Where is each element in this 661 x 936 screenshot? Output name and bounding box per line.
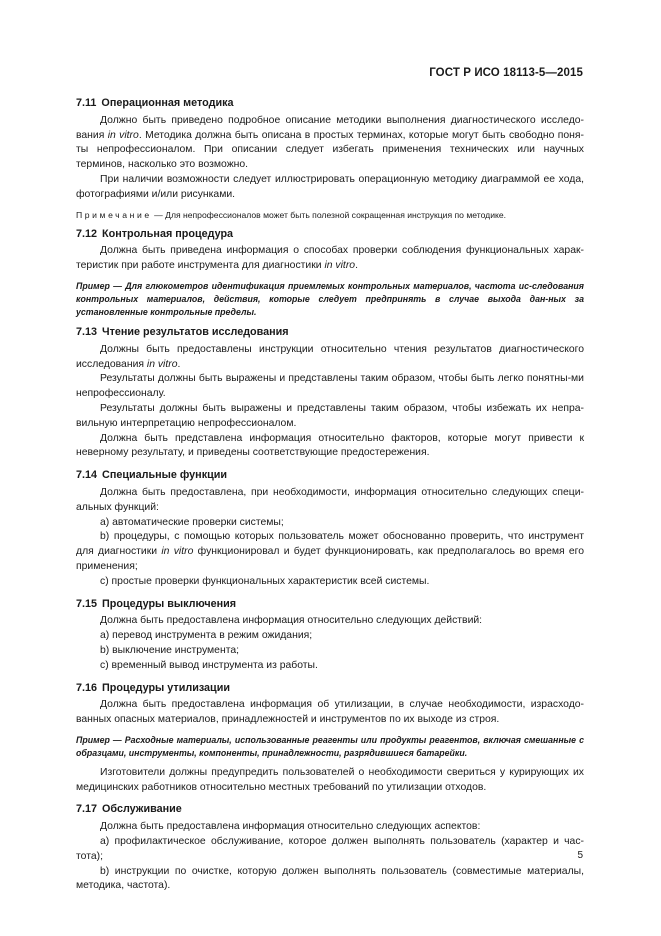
section-title: Чтение результатов исследования: [102, 325, 289, 338]
text: .: [177, 358, 181, 370]
note: [76, 209, 584, 221]
paragraph: [76, 114, 584, 173]
section-title: Обслуживание: [102, 803, 182, 816]
text: Должны быть предоставлены инструкции относительно чтения результатов диагностического исследования: [76, 343, 584, 370]
section-heading-7-13: [76, 325, 584, 340]
paragraph: При наличии возможности следует иллюстрировать операционную методику диаграммой ее хода, фотографиями и/или рисунками.: [76, 173, 584, 200]
document-body: [76, 93, 584, 894]
paragraph: Должна быть предоставлена информация относительно следующих действий:: [100, 615, 483, 627]
paragraph: Должна быть предоставлена информация об утилизации, в случае необходимости, израсходо-ванных опасных материалов, принадлежностей и инструментов по их выходе из строя.: [76, 699, 584, 726]
list-item: c) простые проверки функциональных характеристик всей системы.: [100, 575, 430, 587]
section-title: Операционная методика: [101, 97, 234, 109]
paragraph: Должна быть представлена информация относительно факторов, которые могут привести к неверному результату, и приведены соответствующие предостережения.: [76, 432, 584, 459]
section-title: Процедуры утилизации: [102, 681, 230, 694]
paragraph: Должна быть предоставлена информация относительно следующих аспектов:: [100, 821, 481, 833]
text: .: [355, 260, 358, 272]
document-id-header: ГОСТ Р ИСО 18113-5—2015: [429, 67, 583, 79]
section-heading-7-16: [76, 681, 584, 696]
section-title: Специальные функции: [102, 469, 228, 482]
section-title: Процедуры выключения: [102, 597, 237, 610]
example-text: Расходные материалы, использованные реагенты или продукты реагентов, включая смешанные с образцами, инструменты, компоненты, принадлежности, разрядившиеся батарейки.: [76, 734, 585, 758]
paragraph: Результаты должны быть выражены и представлены таким образом, чтобы избежать их непра-вильную интерпретацию непрофессионалом.: [76, 402, 584, 429]
example-label: Пример —: [76, 280, 122, 291]
italic-text: in vitro: [107, 129, 139, 141]
text: b) процедуры, с помощью которых пользователь может обоснованно проверить, что инструмент для диагностики: [76, 531, 584, 558]
italic-text: in vitro: [324, 260, 356, 272]
paragraph: [76, 244, 584, 274]
list-item: [76, 530, 584, 574]
example-text: Для глюкометров идентификация приемлемых контрольных материалов, частота ис-следования контрольных материалов, действия, которые следует предпринять в случае выхода дан-ных за установленные контрольные пределы.: [76, 280, 584, 317]
list-item: a) профилактическое обслуживание, которое должен выполнять пользователь (характер и час-тота);: [76, 836, 584, 862]
section-heading-7-15: [76, 597, 584, 612]
section-number: 7.17: [76, 803, 98, 816]
section-number: 7.11: [76, 97, 97, 109]
section-title: Контрольная процедура: [102, 227, 234, 240]
example: [76, 280, 584, 319]
list-item: b) инструкции по очистке, которую должен выполнять пользователь (совместимые материалы, методика, частота).: [76, 865, 584, 892]
note-label: Примечание: [76, 209, 152, 220]
paragraph: Изготовители должны предупредить пользователей о необходимости свериться у курирующих их медицинских работников относительно местных требований по утилизации отходов.: [76, 766, 584, 793]
paragraph: [76, 343, 584, 373]
section-number: 7.16: [76, 681, 98, 694]
section-number: 7.13: [76, 325, 98, 338]
section-heading-7-11: [76, 96, 584, 111]
italic-text: in vitro: [161, 546, 194, 558]
section-heading-7-12: [76, 227, 584, 242]
text: Должно быть приведено подробное описание методики выполнения диагностического исследо-вания: [76, 114, 584, 141]
list-item: b) выключение инструмента;: [100, 644, 240, 656]
note-text: — Для непрофессионалов может быть полезной сокращенная инструкция по методике.: [151, 209, 507, 220]
text: Должна быть приведена информация о способах проверки соблюдения функциональных харак-теристик при работе инструмента для диагностики: [76, 245, 584, 272]
section-number: 7.15: [76, 597, 98, 610]
list-item: a) перевод инструмента в режим ожидания;: [100, 630, 313, 642]
italic-text: in vitro: [146, 358, 178, 370]
list-item: a) автоматические проверки системы;: [100, 516, 284, 528]
list-item: c) временный вывод инструмента из работы.: [100, 659, 318, 671]
text: функционировал и будет функционировать, как предполагалось во время его применения;: [76, 546, 585, 572]
section-heading-7-17: [76, 802, 584, 817]
section-number: 7.12: [76, 227, 98, 240]
text: . Методика должна быть описана в простых терминах, которые могут быть свободно поня-ты непрофессионалом. При описании следует избегать применения технических или научных терминов, насколько это возможно.: [76, 129, 584, 171]
section-number: 7.14: [76, 469, 98, 482]
paragraph: Должна быть предоставлена, при необходимости, информация относительно следующих специ-альных функций:: [76, 486, 584, 513]
paragraph: Результаты должны быть выражены и представлены таким образом, чтобы быть легко понятны-ми непрофессионалу.: [76, 373, 584, 400]
example-label: Пример —: [76, 734, 122, 745]
section-heading-7-14: [76, 468, 584, 483]
example: [76, 734, 584, 760]
page-number: 5: [577, 850, 583, 861]
